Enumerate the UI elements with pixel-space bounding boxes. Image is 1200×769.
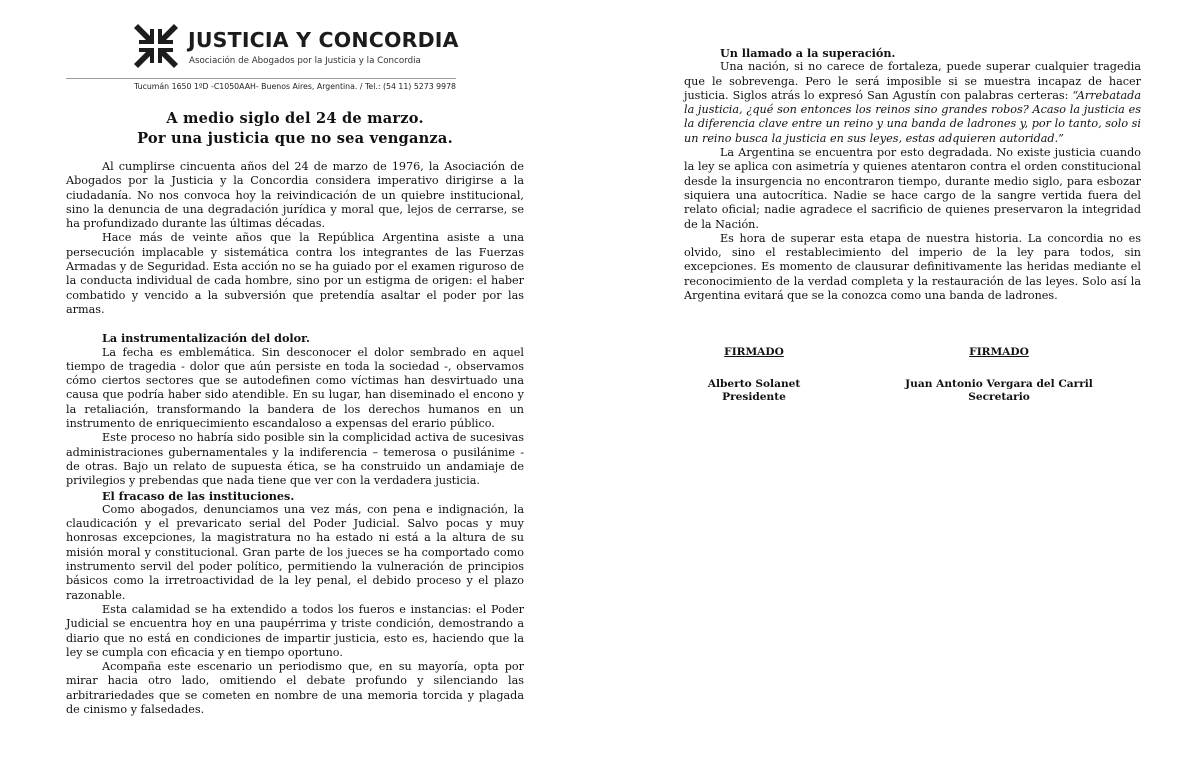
paragraph-6: Esta calamidad se ha extendido a todos los fueros e instancias: el Poder Judicial se encuentra hoy en una paupérrima y triste condición, demostrando a diario que no está en condiciones de impartir justicia, esto es, haciendo que la ley se cumpla con eficacia y en tiempo oportuno. (66, 602, 524, 659)
signature-label: FIRMADO (724, 346, 784, 358)
organization-subtitle: Asociación de Abogados por la Justicia y la Concordia (189, 56, 421, 66)
signatory-name: Alberto Solanet (707, 378, 801, 390)
paragraph-1: Al cumplirse cincuenta años del 24 de marzo de 1976, la Asociación de Abogados por la Justicia y la Concordia considera imperativo dirigirse a la ciudadanía. No nos convoca hoy la reivindicación de un quiebre institucional, sino la denuncia de una degradación jurídica y moral que, lejos de cerrarse, se ha profundizado durante las últimas décadas. (66, 160, 524, 231)
paragraph-8-intro: Una nación, si no carece de fortaleza, puede superar cualquier tragedia que le sobrevenga. Pero le será imposible si se muestra incapaz de hacer justicia. Siglos atrás lo expresó San Agustín con palabras certeras: (684, 60, 1141, 102)
section-heading-superacion: Un llamado a la superación. (720, 46, 896, 60)
left-body (66, 160, 524, 717)
paragraph-8 (684, 60, 1141, 146)
paragraph-3: La fecha es emblemática. Sin desconocer el dolor sembrado en aquel tiempo de tragedia - dolor que aún persiste en toda la sociedad -, observamos cómo ciertos sectores que se autodefinen como víctimas han desvirtuado una causa que podría haber sido atendible. En su lugar, han diseminado el encono y la retaliación, transformando la bandera de los derechos humanos en un instrumento de enriquecimiento escandaloso a expensas del erario público. (66, 345, 524, 431)
augustine-quote: “Arrebatada la justicia, ¿qué son entonces los reinos sino grandes robos? Acaso la justicia es la diferencia clave entre un reino y una banda de ladrones y, por lo tanto, solo si un reino busca la justicia en sus leyes, estas adquieren autoridad.” (684, 88, 1141, 145)
organization-address: Tucumán 1650 1ºD -C1050AAH- Buenos Aires, Argentina. / Tel.: (54 11) 5273 9978 (134, 82, 456, 91)
paragraph-5: Como abogados, denunciamos una vez más, con pena e indignación, la claudicación y el prevaricato serial del Poder Judicial. Salvo pocas y muy honrosas excepciones, la magistratura no ha estado ni está a la altura de su misión moral y constitucional. Gran parte de los jueces se ha comportado como instrumento servil del poder político, permitiendo la vulneración de principios básicos como la irretroactividad de la ley penal, el debido proceso y el plazo razonable. (66, 502, 524, 602)
section-heading-instituciones: El fracaso de las instituciones. (102, 488, 295, 503)
paragraph-4: Este proceso no habría sido posible sin la complicidad activa de sucesivas administraciones gubernamentales y la indiferencia – temerosa o pusilánime - de otras. Bajo un relato de supuesta ética, se ha construido un andamiaje de privilegios y prebendas que nada tiene que ver con la verdadera justicia. (66, 431, 524, 488)
signature-label: FIRMADO (969, 346, 1029, 358)
right-body (684, 46, 1141, 303)
signature-block-secretary (884, 346, 1114, 404)
paragraph-10: Es hora de superar esta etapa de nuestra historia. La concordia no es olvido, sino el restablecimiento del imperio de la ley para todos, sin excepciones. Es momento de clausurar definitivamente las heridas mediante el reconocimiento de la verdad completa y la restauración de las leyes. Solo así la Argentina evitará que se la conozca como una banda de ladrones. (684, 231, 1141, 303)
signatory-role: Secretario (968, 391, 1030, 403)
paragraph-2: Hace más de veinte años que la República Argentina asiste a una persecución implacable y sistemática contra los integrantes de las Fuerzas Armadas y de Seguridad. Esta acción no se ha guiado por el examen riguroso de la conducta individual de cada hombre, sino por un estigma de origen: el haber combatido y vencido a la subversión que pretendía asaltar el poder por las armas. (66, 231, 524, 316)
paragraph-spacer (66, 317, 524, 331)
letterhead-divider (66, 78, 456, 79)
signatory-name: Juan Antonio Vergara del Carril (905, 378, 1093, 390)
document-title-line1: A medio siglo del 24 de marzo. (166, 110, 424, 127)
paragraph-9: La Argentina se encuentra por esto degradada. No existe justicia cuando la ley se aplica con asimetría y quienes atentaron contra el orden constitucional desde la insurgencia no encontraron tiempo, durante medio siglo, para esbozar siquiera una autocrítica. Nadie se hace cargo de la sangre vertida fuera del relato oficial; nadie agradece el sacrificio de quienes preservaron la integridad de la Nación. (684, 146, 1141, 231)
document-title-line2: Por una justicia que no sea venganza. (137, 130, 453, 147)
signature-block-president (684, 346, 824, 404)
four-arrows-converging-icon (130, 20, 182, 72)
section-heading-dolor: La instrumentalización del dolor. (102, 331, 310, 346)
signatory-role: Presidente (722, 391, 786, 403)
organization-name: JUSTICIA Y CONCORDIA (188, 28, 459, 52)
paragraph-7: Acompaña este escenario un periodismo que, en su mayoría, opta por mirar hacia otro lado, omitiendo el debate profundo y silenciando las arbitrariedades que se cometen en nombre de una memoria torcida y plagada de cinismo y falsedades. (66, 660, 524, 716)
